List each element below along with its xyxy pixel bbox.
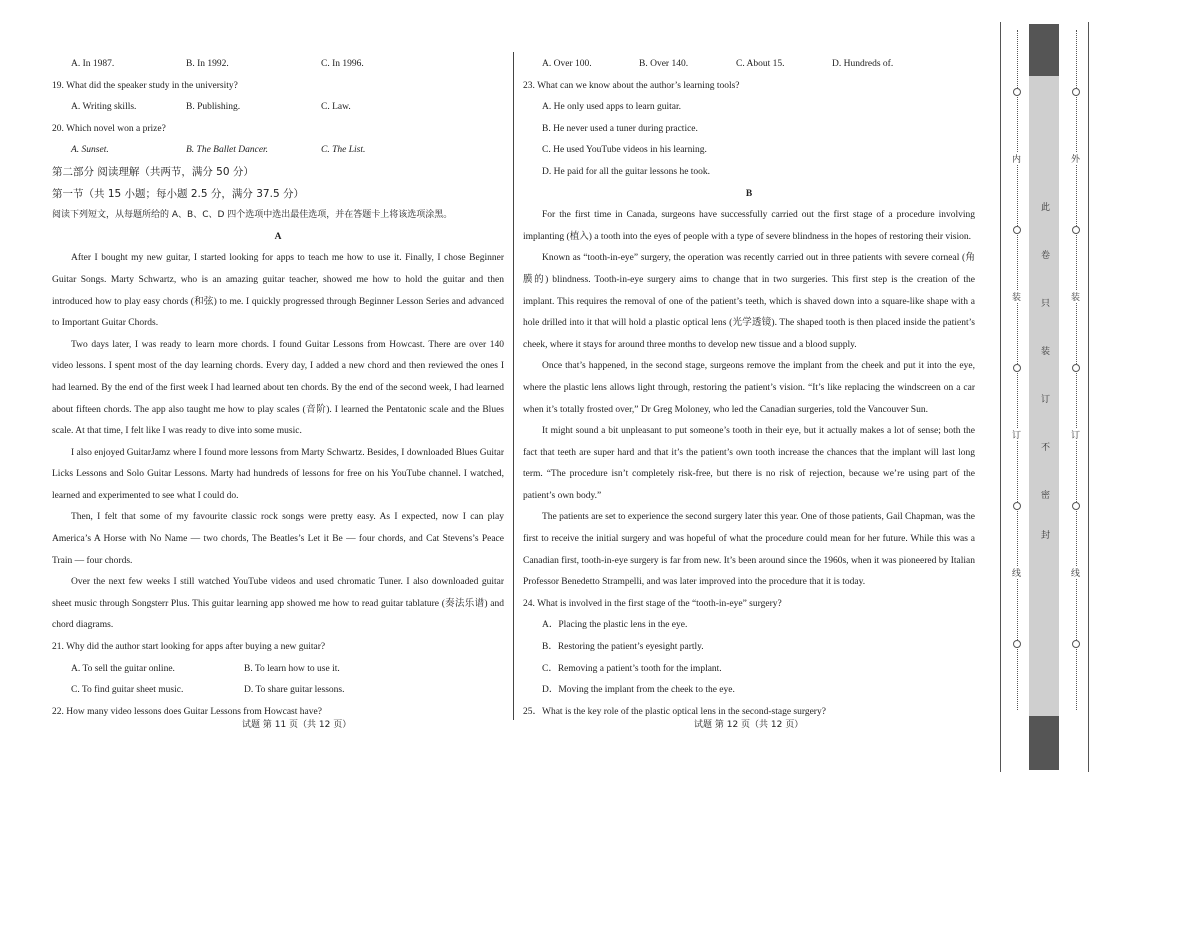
binding-hole-icon (1013, 364, 1021, 372)
q18-options (52, 54, 504, 76)
inner-char: 订 (1012, 428, 1021, 441)
passage-label-a: A (274, 231, 282, 242)
passage-b-paragraph-2: Known as “tooth-in-eye” surgery, the operation was recently carried out in three patients with severe corneal (角膜的) blindness. Tooth-in-eye surgery aims to change that in two surgeries. This first step is the creation of the implant. This requires the removal of one of the patient’s teeth, which is shaved down into a square-like shape with a hole drilled into it that will hold a plastic optical lens (光学透镜). The shaped tooth is then placed inside the patient’s cheek, where it stays for around three months to develop new tissue and a blood supply. (523, 253, 975, 350)
binding-hole-icon (1013, 226, 1021, 234)
q20-option-c: C. The List. (321, 145, 366, 156)
binding-hole-icon (1072, 502, 1080, 510)
binding-hole-icon (1072, 640, 1080, 648)
q23-option-d: D. He paid for all the guitar lessons he took. (542, 166, 711, 177)
q21-option-c: C. To find guitar sheet music. (71, 685, 184, 696)
outer-char: 线 (1071, 566, 1080, 579)
binding-border-left (1000, 22, 1001, 772)
binding-hole-icon (1013, 502, 1021, 510)
passage-a-paragraph-3: I also enjoyed GuitarJamz where I found more lessons from Marty Schwartz. Besides, I downloaded Blues Guitar Licks Lessons and Solo Guitar Lessons. Marty had hundreds of lessons for free on his YouTube channel. I watched, learned and experimented to see what I could do. (52, 447, 504, 501)
seal-char: 不 (1041, 443, 1051, 453)
q19-question: 19. What did the speaker study in the university? (52, 80, 238, 91)
q18-option-b: B. In 1992. (186, 59, 229, 69)
outer-char: 外 (1071, 152, 1080, 165)
q19-options (52, 97, 504, 119)
q19-option-a: A. Writing skills. (71, 102, 137, 113)
binding-border-right (1088, 22, 1089, 772)
passage-label-b: B (745, 188, 753, 199)
q23-option-c: C. He used YouTube videos in his learning. (542, 145, 707, 156)
seal-char: 卷 (1041, 251, 1051, 261)
section1-title: 第一节（共 15 小题；每小题 2.5 分，满分 37.5 分） (52, 187, 304, 200)
binding-hole-icon (1072, 364, 1080, 372)
passage-b-paragraph-4: It might sound a bit unpleasant to put someone’s tooth in their eye, but it actually makes a lot of sense; both the fact that teeth are super hard and that it’s the patient’s own tooth increase the chances that the implant will last long term. “The procedure isn’t completely risk-free, but there is no risk of rejection, because we’re using part of the patient’s own body.” (523, 426, 975, 501)
outer-char: 装 (1071, 290, 1080, 303)
q22-question: 22. How many video lessons does Guitar Lessons from Howcast have? (52, 706, 322, 717)
seal-char: 此 (1041, 203, 1051, 213)
binding-hole-icon (1072, 226, 1080, 234)
part2-title: 第二部分 阅读理解（共两节，满分 50 分） (52, 165, 254, 178)
binding-hole-icon (1013, 640, 1021, 648)
q20-options (52, 140, 504, 162)
binding-hole-icon (1013, 88, 1021, 96)
seal-char: 只 (1041, 299, 1051, 309)
q21-options-row2 (52, 680, 504, 702)
q21-option-a: A. To sell the guitar online. (71, 663, 175, 674)
q24-option-c: C．Removing a patient’s tooth for the implant. (542, 663, 722, 674)
q21-options-row1 (52, 659, 504, 681)
q21-option-b: B. To learn how to use it. (244, 663, 340, 674)
left-column (52, 54, 504, 723)
inner-char: 内 (1012, 152, 1021, 165)
column-divider (513, 52, 514, 720)
seal-char: 订 (1041, 395, 1051, 405)
q23-option-b: B. He never used a tuner during practice. (542, 123, 698, 134)
inner-char: 装 (1012, 290, 1021, 303)
passage-a-paragraph-1: After I bought my new guitar, I started looking for apps to teach me how to use it. Finally, I chose Beginner Guitar Songs. Marty Schwartz, who is an amazing guitar teacher, showed me how to hold the guitar and then introduced how to play easy chords (和弦) to me. I quickly progressed through Beginner Lesson Series and advanced to Important Guitar Chords. (52, 253, 504, 329)
seal-char: 密 (1041, 491, 1051, 501)
q23-option-a: A. He only used apps to learn guitar. (542, 102, 682, 113)
right-page-footer: 试题 第 12 页（共 12 页） (694, 720, 804, 730)
passage-b-paragraph-1: For the first time in Canada, surgeons have successfully carried out the first stage of a procedure involving implanting (植入) a tooth into the eyes of people with a type of severe blindness in the hopes of restoring their vision. (523, 210, 975, 242)
q20-question: 20. Which novel won a prize? (52, 123, 166, 134)
seal-char: 封 (1041, 531, 1051, 541)
left-page-footer: 试题 第 11 页（共 12 页） (242, 720, 352, 730)
q24-option-a: A．Placing the plastic lens in the eye. (542, 620, 688, 631)
passage-b-paragraph-3: Once that’s happened, in the second stage, surgeons remove the implant from the cheek and put it into the eye, where the plastic lens allows light through, restoring the patient’s vision. “It’s like replacing the windscreen on a car when it’s totally frosted over,” Dr Greg Moloney, who led the Canadian surgeries, told the Vancouver Sun. (523, 361, 975, 415)
binding-hole-icon (1072, 88, 1080, 96)
outer-char: 订 (1071, 428, 1080, 441)
q24-option-b: B．Restoring the patient’s eyesight partly. (542, 642, 704, 653)
q18-option-c: C. In 1996. (321, 59, 364, 69)
reading-instruction: 阅读下列短文，从每题所给的 A、B、C、D 四个选项中选出最佳选项，并在答题卡上将该选项涂黑。 (52, 210, 453, 221)
q19-option-b: B. Publishing. (186, 102, 241, 113)
passage-a-paragraph-2: Two days later, I was ready to learn more chords. I found Guitar Lessons from Howcast. There are over 140 video lessons. I spent most of the day learning chords. Every day, I added a new chord and then reviewed the ones I had learned. By the end of the first week I had learned about ten chords. By the end of the second week, I had learned about fifteen chords. The app also taught me how to play scales (音阶). I learned the Pentatonic scale and the Blues scale. At that time, I felt like I was ready to dive into some music. (52, 339, 504, 437)
inner-char: 线 (1012, 566, 1021, 579)
seal-char: 装 (1041, 347, 1051, 357)
q21-question: 21. Why did the author start looking for apps after buying a new guitar? (52, 642, 326, 653)
q22-option-b: B. Over 140. (639, 59, 689, 69)
q24-question: 24. What is involved in the first stage of the “tooth-in-eye” surgery? (523, 598, 782, 609)
q24-option-d: D．Moving the implant from the cheek to the eye. (542, 685, 735, 696)
passage-a-paragraph-4: Then, I felt that some of my favourite classic rock songs were pretty easy. As I expected, now I can play America’s A Horse with No Name — two chords, The Beatles’s Let it Be — four chords, and Cat Stevens’s Peace Train — four chords. (52, 512, 504, 566)
q20-option-a: A. Sunset. (71, 145, 109, 156)
q20-option-b: B. The Ballet Dancer. (186, 145, 269, 156)
passage-a-paragraph-5: Over the next few weeks I still watched YouTube videos and used chromatic Tuner. I also downloaded guitar sheet music through Songsterr Plus. This guitar learning app showed me how to read guitar tablature (奏法乐谱) and chord diagrams. (52, 577, 504, 631)
q25-question: 25．What is the key role of the plastic optical lens in the second-stage surgery? (523, 706, 826, 717)
passage-b-paragraph-5: The patients are set to experience the second surgery later this year. One of those patients, Gail Chapman, was the first to receive the initial surgery and was hopeful of what the procedure could mean for her future. While this was a Canadian first, tooth-in-eye surgery is far from new. It’s been around since the 1960s, when it was pioneered by Italian Professor Benedetto Strampelli, and was later improved into the procedure that it is today. (523, 512, 975, 588)
q22-option-d: D. Hundreds of. (832, 59, 894, 69)
q21-option-d: D. To share guitar lessons. (244, 685, 345, 696)
q18-option-a: A. In 1987. (71, 59, 115, 69)
right-column (523, 54, 975, 723)
q19-option-c: C. Law. (321, 102, 351, 113)
q23-question: 23. What can we know about the author’s learning tools? (523, 80, 740, 91)
q22-option-c: C. About 15. (736, 59, 785, 69)
q22-options (523, 54, 975, 76)
q22-option-a: A. Over 100. (542, 59, 592, 69)
